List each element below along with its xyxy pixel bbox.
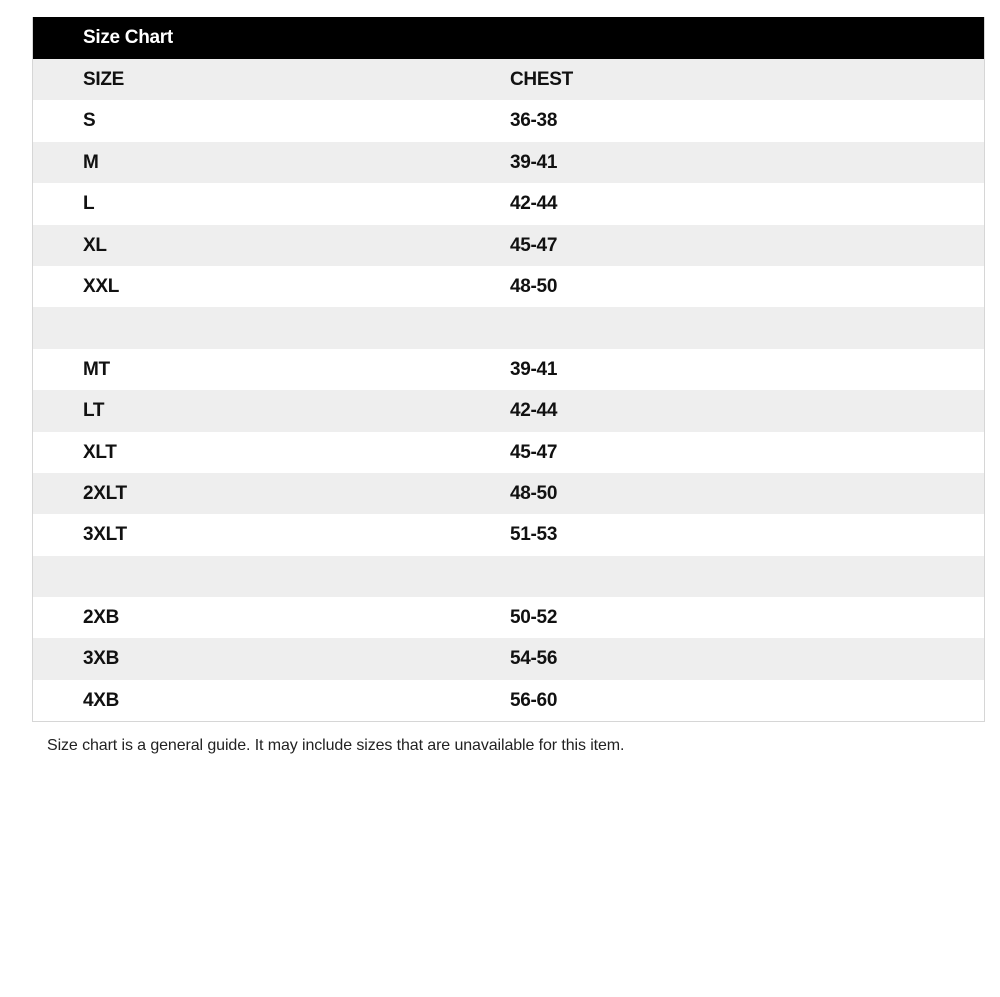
table-header-row (33, 59, 984, 100)
cell-chest: 39-41 (510, 358, 558, 380)
table-row (33, 638, 984, 679)
cell-size: XLT (83, 441, 117, 463)
cell-size: 3XB (83, 648, 120, 670)
cell-size: XL (83, 234, 107, 256)
table-row (33, 266, 984, 307)
table-row (33, 514, 984, 555)
cell-chest: 48-50 (510, 482, 558, 504)
table-row (33, 680, 984, 721)
cell-size: L (83, 193, 95, 215)
cell-chest: 45-47 (510, 441, 558, 463)
cell-chest: 39-41 (510, 151, 558, 173)
table-row (33, 183, 984, 224)
cell-chest: 48-50 (510, 275, 558, 297)
cell-size: 3XLT (83, 524, 127, 546)
size-chart-title: Size Chart (83, 27, 173, 48)
table-row (33, 100, 984, 141)
cell-size: S (83, 110, 96, 132)
table-row (33, 349, 984, 390)
cell-chest: 45-47 (510, 234, 558, 256)
cell-size: M (83, 151, 99, 173)
table-row (33, 432, 984, 473)
header-size: SIZE (83, 69, 125, 90)
cell-chest: 56-60 (510, 689, 558, 711)
size-chart-table (32, 17, 985, 722)
cell-size: 2XLT (83, 482, 127, 504)
cell-size: 4XB (83, 689, 120, 711)
cell-size: LT (83, 400, 105, 422)
table-row-spacer (33, 307, 984, 348)
table-row (33, 473, 984, 514)
table-row (33, 390, 984, 431)
table-row-spacer (33, 556, 984, 597)
header-chest: CHEST (510, 69, 573, 90)
cell-chest: 54-56 (510, 648, 558, 670)
size-chart-disclaimer: Size chart is a general guide. It may include sizes that are unavailable for this item. (47, 737, 625, 754)
table-row (33, 225, 984, 266)
size-chart-title-bar (33, 17, 984, 59)
cell-chest: 51-53 (510, 524, 558, 546)
table-row (33, 142, 984, 183)
cell-chest: 50-52 (510, 607, 558, 629)
cell-size: MT (83, 358, 110, 380)
cell-chest: 42-44 (510, 400, 558, 422)
table-row (33, 597, 984, 638)
cell-size: 2XB (83, 607, 120, 629)
cell-chest: 42-44 (510, 193, 558, 215)
cell-chest: 36-38 (510, 110, 558, 132)
cell-size: XXL (83, 275, 120, 297)
